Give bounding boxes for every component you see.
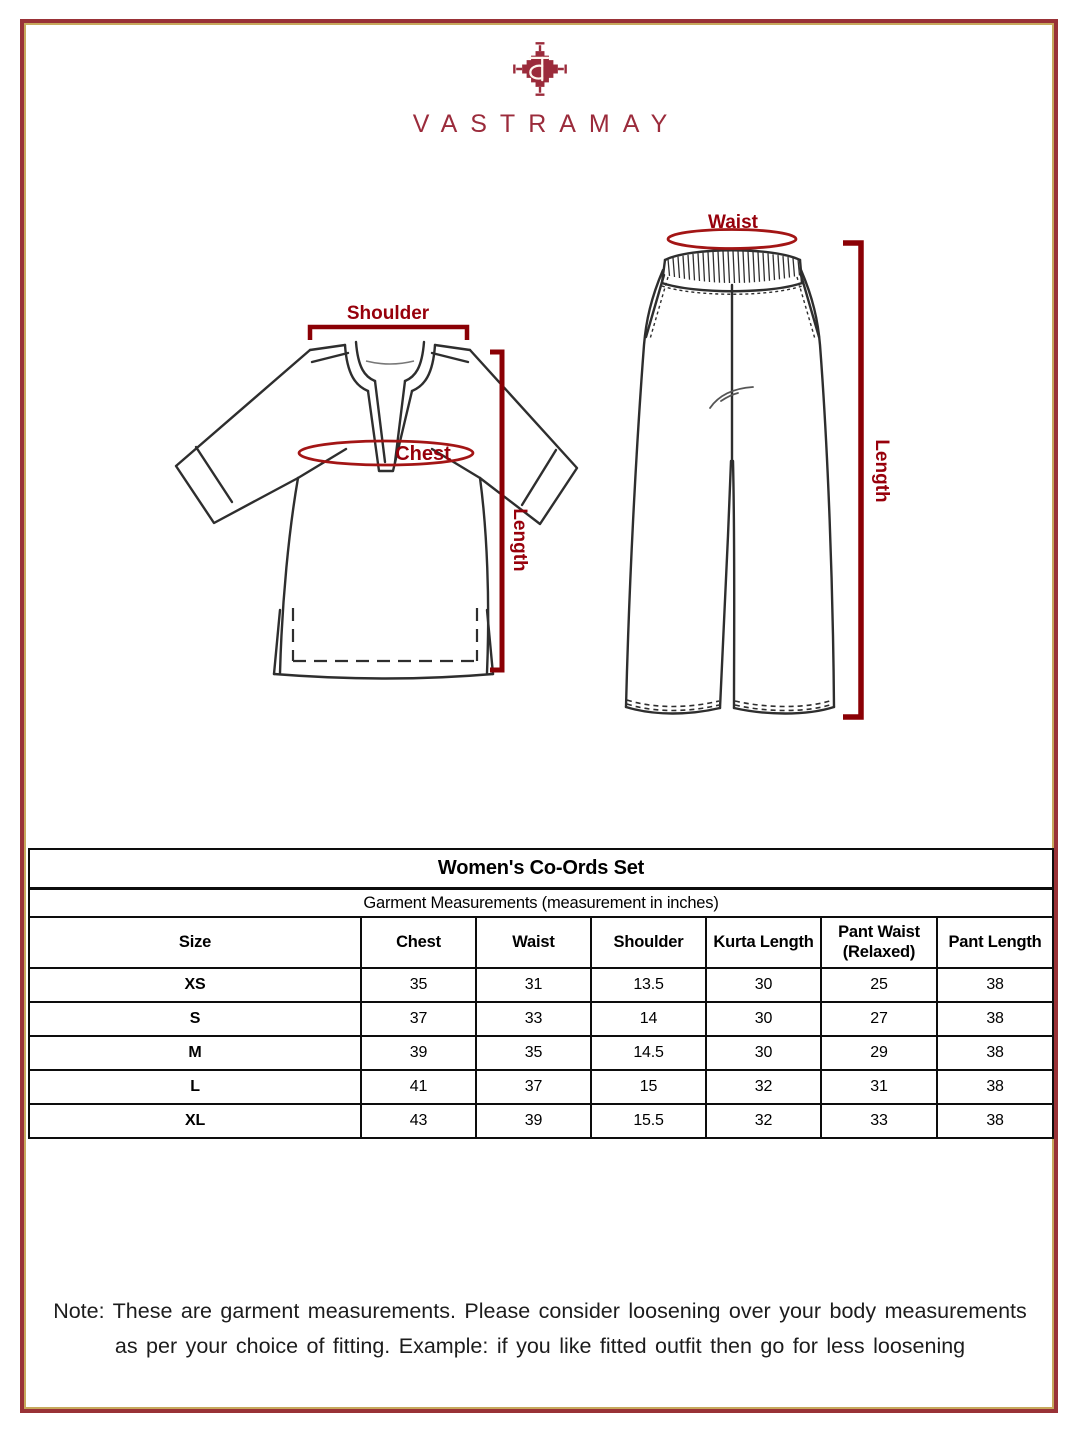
table-cell: 38 (937, 1002, 1053, 1036)
hem-stitch-dashed (627, 700, 833, 711)
header-cell: Pant Length (937, 917, 1053, 968)
waist-label: Waist (708, 212, 758, 233)
table-cell: 39 (476, 1104, 591, 1138)
waistband-hatch (668, 251, 800, 283)
table-cell: 38 (937, 1104, 1053, 1138)
table-cell: 43 (361, 1104, 476, 1138)
column-header-row (29, 917, 1053, 968)
table-cell: 32 (706, 1070, 821, 1104)
table-cell: S (29, 1002, 361, 1036)
table-cell: 35 (476, 1036, 591, 1070)
table-cell: 38 (937, 1036, 1053, 1070)
kurta-hem-stitch-dashed (293, 608, 477, 661)
table-cell: 37 (361, 1002, 476, 1036)
page-border (20, 19, 1058, 1413)
note-text (40, 1294, 1040, 1364)
table-cell: 33 (476, 1002, 591, 1036)
table-cell: 33 (821, 1104, 937, 1138)
table-cell: 15.5 (591, 1104, 706, 1138)
shoulder-bracket (310, 327, 467, 340)
table-cell: 30 (706, 1002, 821, 1036)
table-cell: 39 (361, 1036, 476, 1070)
table-cell: 25 (821, 968, 937, 1002)
table-cell: 37 (476, 1070, 591, 1104)
logo-cross-shape (522, 51, 558, 87)
table-cell: 14 (591, 1002, 706, 1036)
table-cell: 30 (706, 968, 821, 1002)
pants-diagram (610, 195, 900, 735)
table-cell: 38 (937, 968, 1053, 1002)
table-cell: M (29, 1036, 361, 1070)
table-cell: 30 (706, 1036, 821, 1070)
table-cell: 38 (937, 1070, 1053, 1104)
kurta-length-bracket (490, 352, 502, 670)
kurta-back-neck-line (366, 361, 414, 364)
note-line-2: as per your choice of fitting. Example: if you like fitted outfit then go for less loosening (114, 1334, 966, 1358)
pant-length-label: Length (871, 439, 892, 503)
brand-header (0, 36, 1080, 139)
table-row (29, 1104, 1053, 1138)
table-cell: 15 (591, 1070, 706, 1104)
header-cell: Waist (476, 917, 591, 968)
table-cell: 31 (476, 968, 591, 1002)
table-title: Women's Co-Ords Set (29, 849, 1053, 889)
header-cell: Shoulder (591, 917, 706, 968)
size-chart-table (28, 848, 1054, 1139)
pant-length-bracket (843, 243, 861, 717)
table-row (29, 1036, 1053, 1070)
header-cell: Size (29, 917, 361, 968)
table-row (29, 1002, 1053, 1036)
table-cell: 14.5 (591, 1036, 706, 1070)
table-row (29, 1070, 1053, 1104)
table-cell: 35 (361, 968, 476, 1002)
table-cell: L (29, 1070, 361, 1104)
header-cell: Chest (361, 917, 476, 968)
shoulder-label: Shoulder (346, 303, 430, 324)
kurta-length-label: Length (509, 508, 530, 572)
table-cell: 41 (361, 1070, 476, 1104)
header-cell: Pant Waist (Relaxed) (821, 917, 937, 968)
pants-outline (626, 250, 834, 713)
table-subtitle: Garment Measurements (measurement in inches) (29, 889, 1053, 918)
header-cell: Kurta Length (706, 917, 821, 968)
table-cell: 27 (821, 1002, 937, 1036)
table-cell: 32 (706, 1104, 821, 1138)
table-cell: 13.5 (591, 968, 706, 1002)
table-cell: 31 (821, 1070, 937, 1104)
brand-logo-icon (511, 36, 569, 102)
kurta-diagram (170, 290, 600, 710)
table-body (29, 968, 1053, 1138)
brand-name: VASTRAMAY (412, 110, 681, 138)
note-line-1: Note: These are garment measurements. Please consider loosening over your body measurements (53, 1299, 1027, 1323)
table-cell: XL (29, 1104, 361, 1138)
chest-label: Chest (395, 443, 451, 465)
table-cell: XS (29, 968, 361, 1002)
table-cell: 29 (821, 1036, 937, 1070)
table-row (29, 968, 1053, 1002)
